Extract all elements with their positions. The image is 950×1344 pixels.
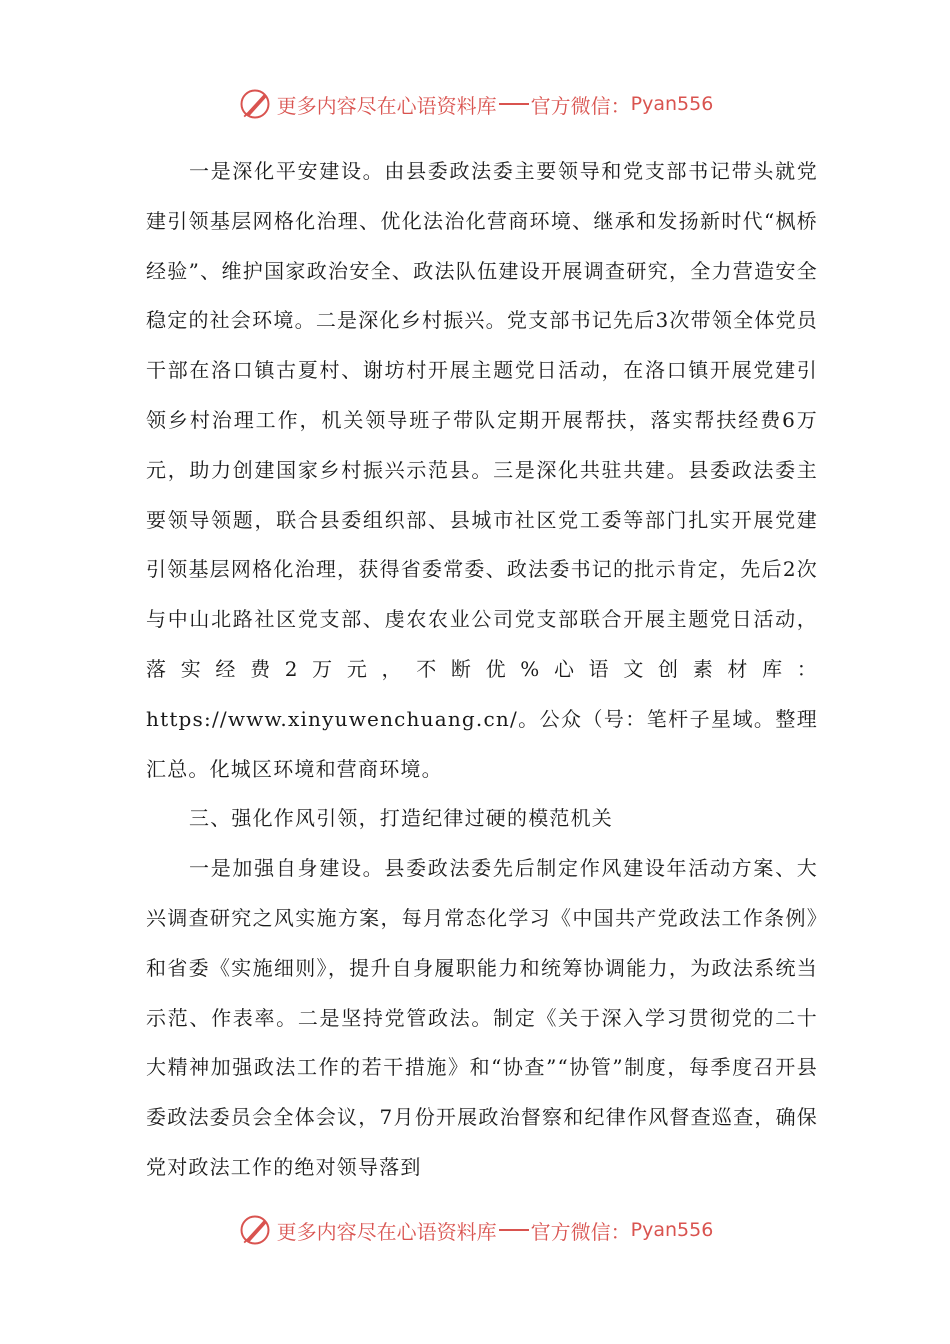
section-heading: 三、强化作风引领，打造纪律过硬的模范机关 [189,806,613,831]
paragraph-2: 一是加强自身建设。县委政法委先后制定作风建设年活动方案、大兴调查研究之风实施方案，每月常态化学习《中国共产党政法工作条例》和省委《实施细则》，提升自身履职能力和统筹协调能力，为政法系统当示范、作表率。二是坚持党管政法。制定《关于深入学习贯彻党的二十大精神加强政法工作的若干措施》和“协查”“协管”制度，每季度召开县委政法委员会全体会议，7月份开展政治督察和纪律作风督查巡查，确保党对政法工作的绝对领导落到 [146,856,818,1179]
banner-dash [499,103,529,105]
banner-dash [499,1229,529,1231]
banner-brand-text: 更多内容尽在心语资料库 [276,93,497,118]
footer-watermark-banner [0,1210,950,1250]
quill-logo-icon [237,1212,273,1248]
banner-wechat-label: 官方微信： [530,1219,631,1244]
banner-brand-text: 更多内容尽在心语资料库 [276,1219,497,1244]
document-body [146,147,818,1193]
banner-wechat-id: Pyan556 [630,93,714,115]
paragraph-1: 一是深化平安建设。由县委政法委主要领导和党支部书记带头就党建引领基层网格化治理、优化法治化营商环境、继承和发扬新时代“枫桥经验”、维护国家政治安全、政法队伍建设开展调查研究，全力营造安全稳定的社会环境。二是深化乡村振兴。党支部书记先后3次带领全体党员干部在洛口镇古夏村、谢坊村开展主题党日活动，在洛口镇开展党建引领乡村治理工作，机关领导班子带队定期开展帮扶，落实帮扶经费6万元，助力创建国家乡村振兴示范县。三是深化共驻共建。县委政法委主要领导领题，联合县委组织部、县城市社区党工委等部门扎实开展党建引领基层网格化治理，获得省委常委、政法委书记的批示肯定，先后2次与中山北路社区党支部、虔农农业公司党支部联合开展主题党日活动，落实经费2万元，不断优%心语文创素材库：https://www.xinyuwenchuang.cn/。公众（号：笔杆子星域。整理汇总。化城区环境和营商环境。 [146,159,818,781]
banner-wechat-label: 官方微信： [530,93,631,118]
quill-logo-icon [237,86,273,122]
banner-wechat-id: Pyan556 [630,1219,714,1241]
header-watermark-banner [0,84,950,124]
